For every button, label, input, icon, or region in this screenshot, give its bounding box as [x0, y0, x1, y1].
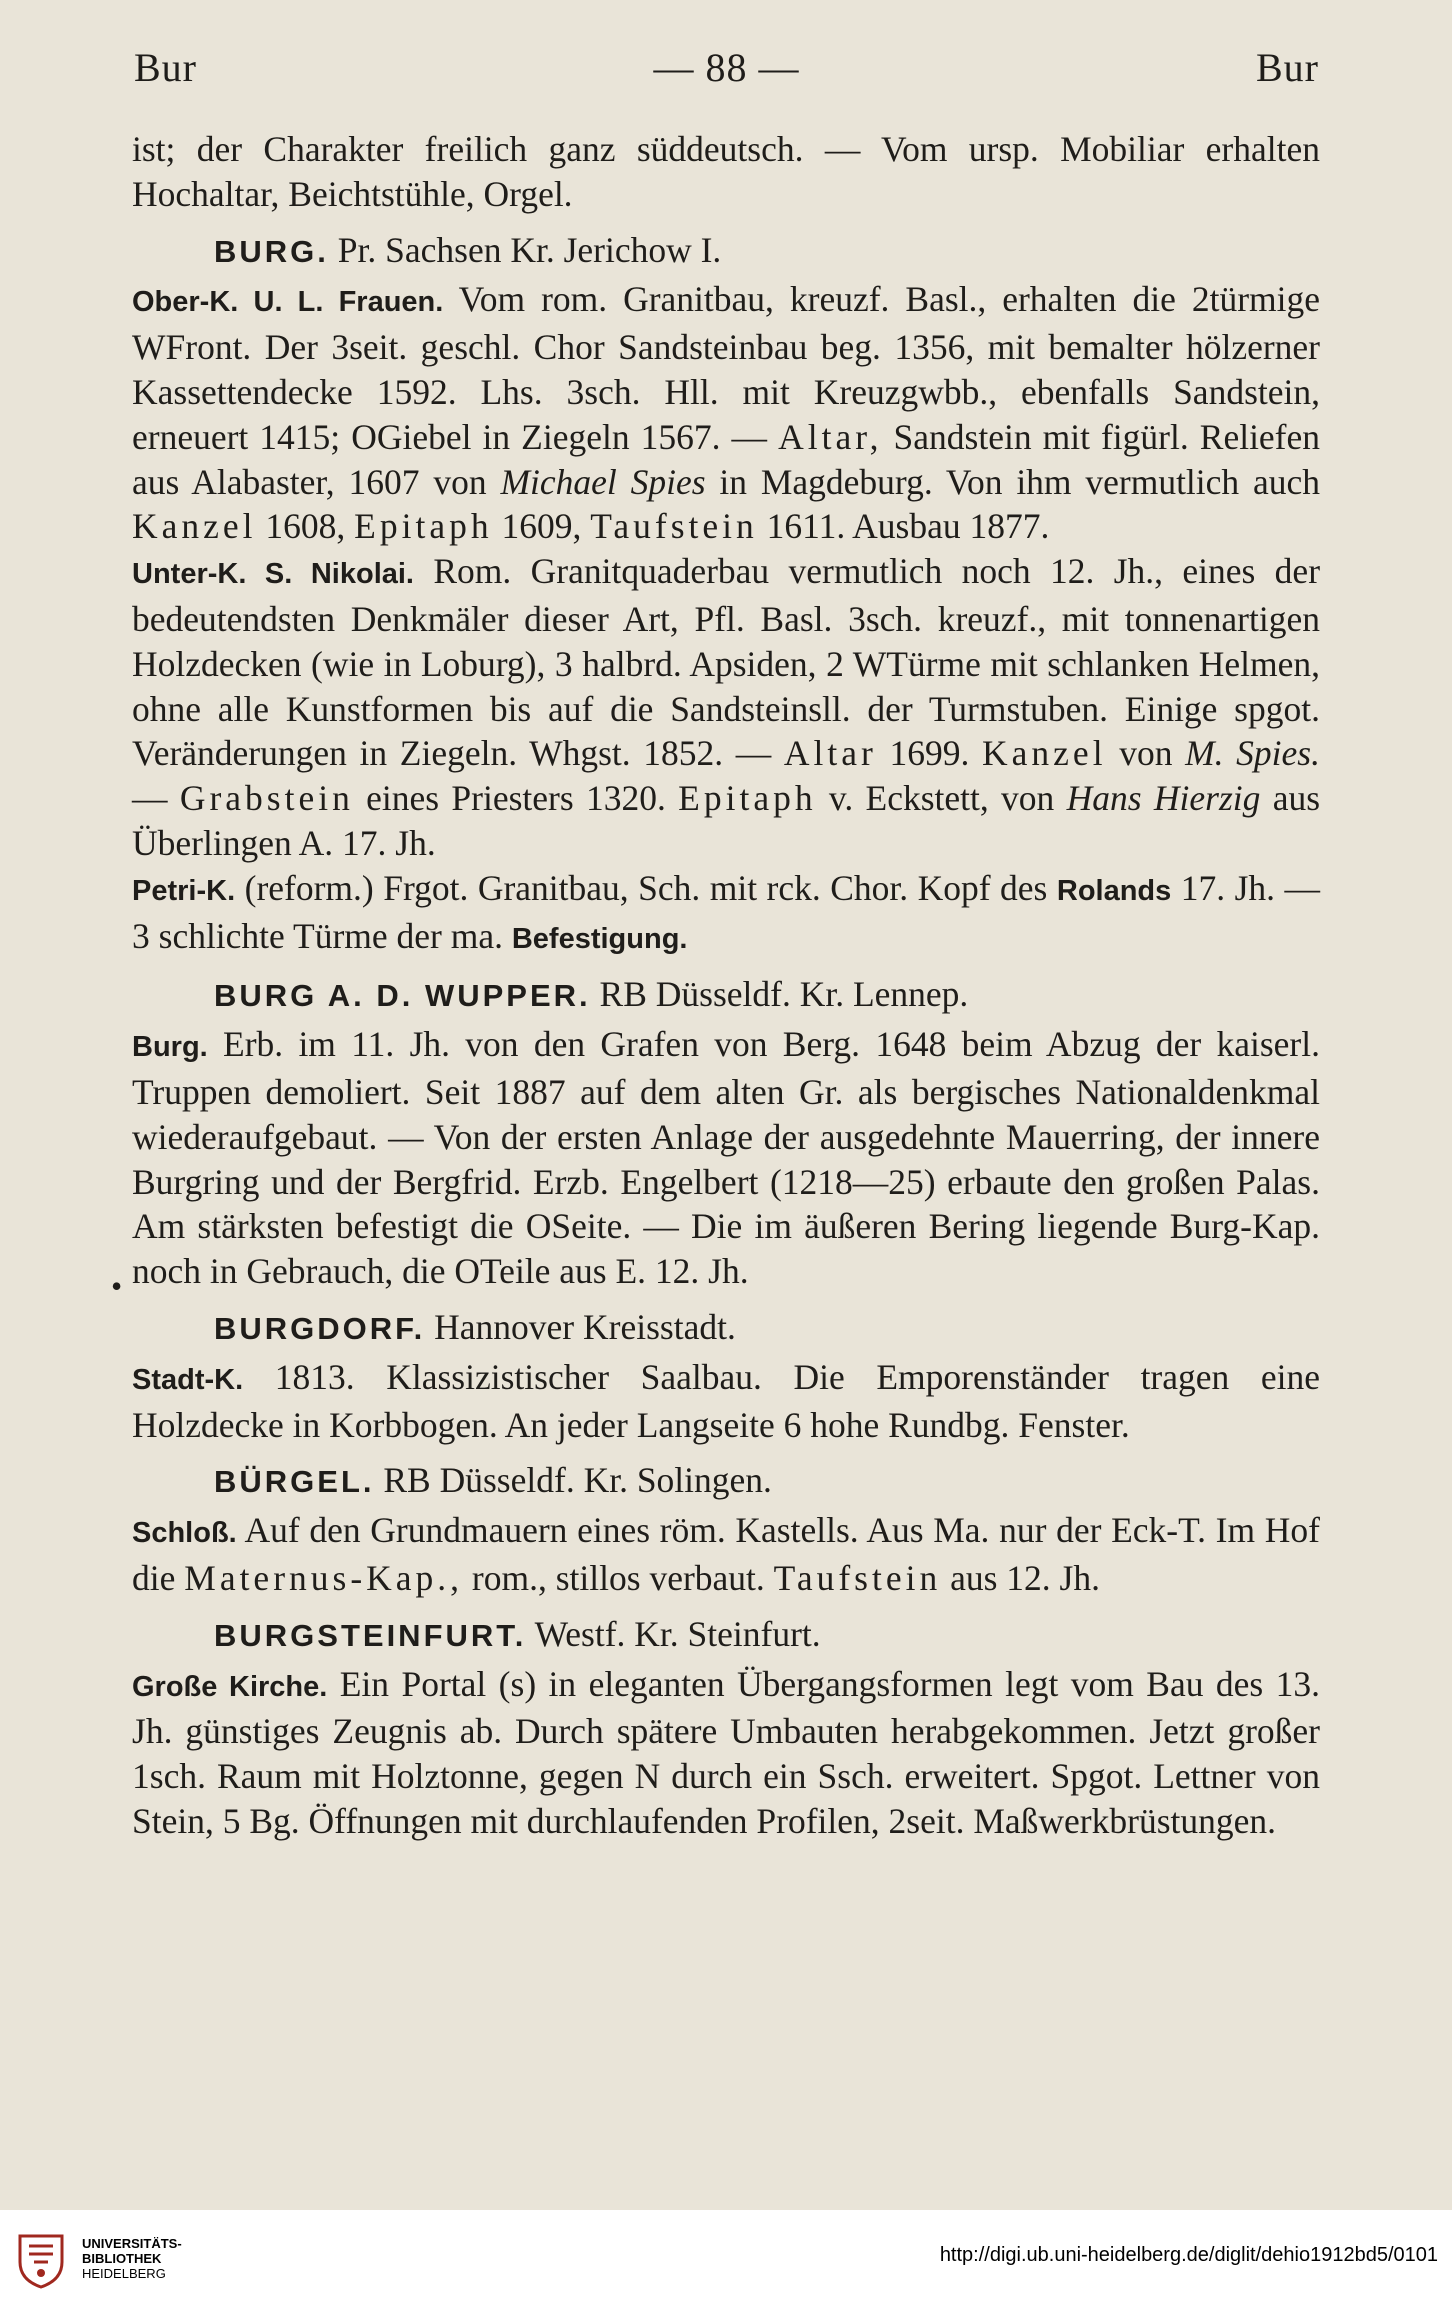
entry-text: eines Priesters 1320.	[366, 778, 666, 819]
spaced-term: Epitaph	[678, 778, 817, 819]
entry-text: —	[132, 778, 168, 819]
spaced-term: Epitaph	[354, 506, 493, 547]
artist-name: Michael Spies	[500, 461, 706, 502]
entry-label: Stadt-K.	[132, 1363, 244, 1396]
spaced-term: Grabstein	[179, 778, 354, 819]
entry-text: 17. Jh. — 3 schlichte Türme der ma.	[132, 867, 1321, 956]
entry-schloss	[132, 1508, 1320, 1601]
entry-label: Ober-K. U. L. Frauen.	[132, 286, 444, 319]
footer-bar	[0, 2210, 1452, 2314]
library-line: HEIDELBERG	[82, 2266, 166, 2281]
entry-text: 1609,	[501, 506, 582, 547]
entry-label: Schloß.	[132, 1517, 237, 1550]
entry-grosse-kirche	[132, 1662, 1320, 1844]
place-name: BURG.	[214, 233, 329, 269]
entry-petri-k	[132, 866, 1320, 962]
margin-mark: •	[111, 1268, 123, 1304]
place-region: RB Düsseldf. Kr. Lennep.	[599, 974, 969, 1015]
entry-text: Auf den Grundmauern eines röm. Kastells. Aus Ma. nur der Eck-T. Im Hof die	[132, 1510, 1320, 1598]
entry-label: Große Kirche.	[132, 1670, 328, 1703]
place-name: BURGDORF.	[214, 1310, 426, 1346]
spaced-term: Taufstein	[590, 506, 758, 547]
header-left: Bur	[134, 45, 197, 90]
spaced-term: Taufstein	[773, 1557, 942, 1598]
entry-label: Befestigung.	[511, 922, 688, 955]
library-line: UNIVERSITÄTS-	[82, 2236, 182, 2251]
header-right: Bur	[1256, 45, 1319, 90]
place-name: BURGSTEINFURT.	[214, 1617, 527, 1653]
spaced-term: Kanzel	[132, 506, 257, 547]
source-url-link[interactable]: http://digi.ub.uni-heidelberg.de/diglit/dehio1912bd5/0101	[939, 2244, 1438, 2266]
page-body	[132, 127, 1320, 1844]
entry-text: Vom rom. Granitbau, kreuzf. Basl., erhalten die 2türmige WFront. Der 3seit. geschl. Chor Sandsteinbau beg. 1356, mit bemalter hölzerner Kassettendecke 1592. Lhs. 3sch. Hll. mit Kreuzgwbb., ebenfalls Sandstein, erneuert 1415; OGiebel in Ziegeln 1567. —	[132, 279, 1321, 457]
entry-text: aus Überlingen A. 17. Jh.	[132, 778, 1321, 863]
spaced-term: Altar	[783, 733, 877, 774]
entry-label: Unter-K. S. Nikolai.	[132, 558, 414, 591]
entry-text: aus 12. Jh.	[950, 1557, 1100, 1598]
entry-text: 1699.	[889, 733, 970, 774]
entry-stadt-k	[132, 1355, 1320, 1448]
artist-name: Hans Hierzig	[1066, 778, 1261, 819]
place-name: BÜRGEL.	[214, 1464, 375, 1500]
entry-label: Rolands	[1056, 874, 1172, 907]
entry-text: 1611. Ausbau 1877.	[766, 506, 1050, 547]
place-heading-burgsteinfurt	[214, 1612, 1320, 1659]
university-seal-icon	[16, 2232, 66, 2290]
place-heading-buergel	[214, 1458, 1320, 1505]
entry-text: rom., stillos verbaut.	[471, 1557, 765, 1598]
entry-text: 1813. Klassizistischer Saalbau. Die Emporenständer tragen eine Holzdecke in Korbbogen. An jeder Langseite 6 hohe Rundbg. Fenster.	[132, 1356, 1320, 1445]
spaced-term: Maternus-Kap.,	[184, 1557, 464, 1598]
place-heading-burg	[214, 228, 1320, 275]
entry-unter-k	[132, 549, 1320, 866]
entry-text: Rom. Granitquaderbau vermutlich noch 12. Jh., eines der bedeutendsten Denkmäler dieser Art, Pfl. Basl. 3sch. kreuzf., mit tonnenartigen Holzdecken (wie in Loburg), 3 halbrd. Apsiden, 2 WTürme mit schlanken Helmen, ohne alle Kunstformen bis auf die Sandsteinsll. der Turmstuben. Einige spgot. Veränderungen in Ziegeln. Whgst. 1852. —	[132, 551, 1321, 774]
place-region: RB Düsseldf. Kr. Solingen.	[383, 1460, 772, 1501]
entry-burg	[132, 1022, 1320, 1294]
entry-text: 1608,	[265, 506, 346, 547]
entry-text: Ein Portal (s) in eleganten Übergangsformen legt vom Bau des 13. Jh. günstiges Zeugnis ab. Durch spätere Umbauten herabgekommen. Jetzt großer 1sch. Raum mit Holztonne, gegen N durch ein Ssch. erweitert. Spgot. Lettner von Stein, 5 Bg. Öffnungen mit durchlaufenden Profilen, 2seit. Maßwerkbrüstungen.	[132, 1663, 1320, 1841]
library-line: BIBLIOTHEK	[82, 2251, 162, 2266]
library-name	[82, 2236, 182, 2281]
spaced-term: Altar,	[778, 416, 883, 457]
intro-paragraph: ist; der Charakter freilich ganz süddeutsch. — Vom ursp. Mobiliar erhalten Hochaltar, Beichtstühle, Orgel.	[132, 129, 1320, 214]
running-header	[134, 44, 1319, 104]
entry-text: in Magdeburg. Von ihm vermutlich auch	[719, 461, 1321, 502]
artist-name: M. Spies.	[1185, 733, 1320, 774]
entry-text: Sandstein mit figürl. Reliefen aus Alabaster, 1607 von	[132, 416, 1321, 502]
spaced-term: Kanzel	[982, 733, 1107, 774]
place-region: Pr. Sachsen Kr. Jerichow I.	[337, 229, 722, 270]
place-region: Westf. Kr. Steinfurt.	[534, 1613, 821, 1654]
place-heading-burgdorf	[214, 1305, 1320, 1352]
entry-text: (reform.) Frgot. Granitbau, Sch. mit rck. Chor. Kopf des	[244, 867, 1048, 908]
entry-label: Petri-K.	[132, 874, 236, 907]
entry-label: Burg.	[132, 1031, 208, 1064]
place-name: BURG A. D. WUPPER.	[214, 978, 591, 1014]
entry-text: v. Eckstett, von	[828, 778, 1055, 819]
place-heading-burg-wupper	[214, 972, 1320, 1019]
entry-text: Erb. im 11. Jh. von den Grafen von Berg. 1648 beim Abzug der kaiserl. Truppen demoliert. Seit 1887 auf dem alten Gr. als bergisches Nationaldenkmal wiederaufgebaut. — Von der ersten Anlage der ausgedehnte Mauerring, der innere Burgring und der Bergfrid. Erzb. Engelbert (1218—25) erbaute den großen Palas. Am stärksten befestigt die OSeite. — Die im äußeren Bering liegende Burg-Kap. noch in Gebrauch, die OTeile aus E. 12. Jh.	[132, 1024, 1320, 1292]
page-number: — 88 —	[653, 45, 800, 90]
entry-text: von	[1119, 733, 1173, 774]
entry-ober-k	[132, 277, 1320, 549]
place-region: Hannover Kreisstadt.	[434, 1306, 736, 1347]
